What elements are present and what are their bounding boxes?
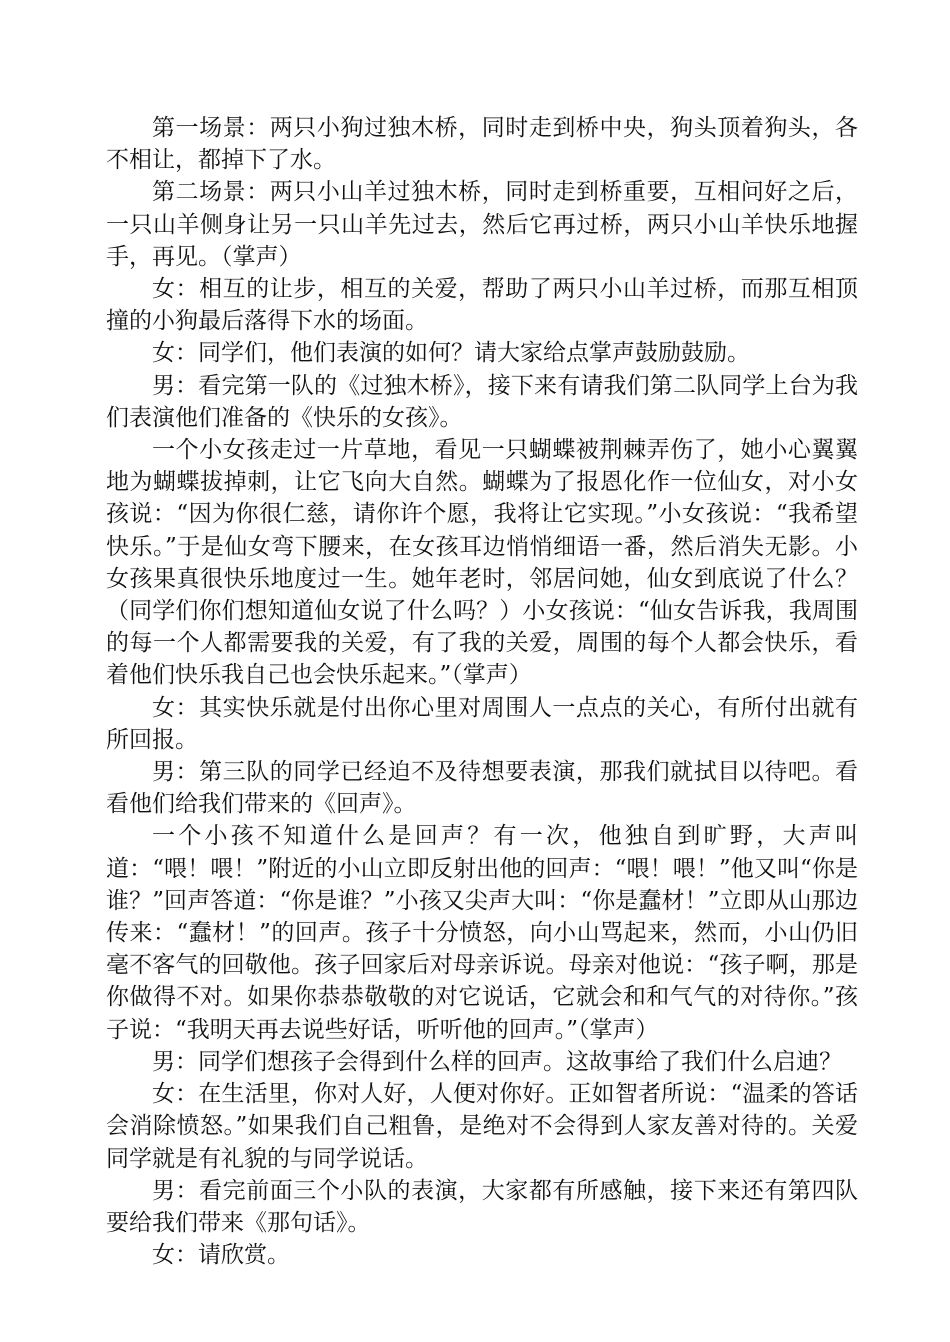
paragraph-male-question: 男：同学们想孩子会得到什么样的回声。这故事给了我们什么启迪？	[152, 1048, 842, 1075]
paragraph-story-happy-girl: 一个小女孩走过一片草地，看见一只蝴蝶被荆棘弄伤了，她小心翼翼地为蝴蝶拔掉刺，让它飞向大自然。蝴蝶为了报恩化作一位仙女，对小女孩说：“因为你很仁慈，请你许个愿，我将让它实现。”小女孩说：“我希望快乐。”于是仙女弯下腰来，在女孩耳边悄悄细语一番，然后消失无影。小女孩果真很快乐地度过一生。她年老时，邻居问她，仙女到底说了什么？（同学们你们想知道仙女说了什么吗？）小女孩说：“仙女告诉我，我周围的每一个人都需要我的关爱，有了我的关爱，周围的每个人都会快乐，看着他们快乐我自己也会快乐起来。”（掌声）	[106, 437, 858, 689]
paragraph-female-closing: 女：请欣赏。	[152, 1242, 290, 1269]
paragraph-female-comment-4: 女：在生活里，你对人好，人便对你好。正如智者所说：“温柔的答话会消除愤怒。”如果我们自己粗鲁，是绝对不会得到人家友善对待的。关爱同学就是有礼貌的与同学说话。	[106, 1081, 858, 1172]
paragraph-female-comment-3: 女：其实快乐就是付出你心里对周围人一点点的关心，有所付出就有所回报。	[106, 694, 858, 753]
paragraph-female-comment-2: 女：同学们，他们表演的如何？请大家给点掌声鼓励鼓励。	[152, 340, 750, 367]
paragraph-male-intro-team-two: 男：看完第一队的《过独木桥》，接下来有请我们第二队同学上台为我们表演他们准备的《快乐的女孩》。	[106, 372, 858, 431]
paragraph-story-echo: 一个小孩不知道什么是回声？有一次，他独自到旷野，大声叫道：“喂！喂！”附近的小山立即反射出他的回声：“喂！喂！”他又叫“你是谁？”回声答道：“你是谁？”小孩又尖声大叫：“你是蠢材！”立即从山那边传来：“蠢材！”的回声。孩子十分愤怒，向小山骂起来，然而，小山仍旧毫不客气的回敬他。孩子回家后对母亲诉说。母亲对他说：“孩子啊，那是你做得不对。如果你恭恭敬敬的对它说话，它就会和和气气的对待你。”孩子说：“我明天再去说些好话，听听他的回声。”（掌声）	[106, 823, 858, 1043]
paragraph-male-intro-team-four: 男：看完前面三个小队的表演，大家都有所感触，接下来还有第四队要给我们带来《那句话》。	[106, 1177, 858, 1236]
paragraph-scene-two: 第二场景：两只小山羊过独木桥，同时走到桥重要，互相问好之后，一只山羊侧身让另一只山羊先过去，然后它再过桥，两只小山羊快乐地握手，再见。（掌声）	[106, 179, 858, 270]
paragraph-scene-one: 第一场景：两只小狗过独木桥，同时走到桥中央，狗头顶着狗头，各不相让，都掉下了水。	[106, 115, 858, 174]
document-body	[106, 112, 858, 1271]
paragraph-male-intro-team-three: 男：第三队的同学已经迫不及待想要表演，那我们就拭目以待吧。看看他们给我们带来的《回声》。	[106, 759, 858, 818]
paragraph-female-comment-1: 女：相互的让步，相互的关爱，帮助了两只小山羊过桥，而那互相顶撞的小狗最后落得下水的场面。	[106, 276, 858, 335]
